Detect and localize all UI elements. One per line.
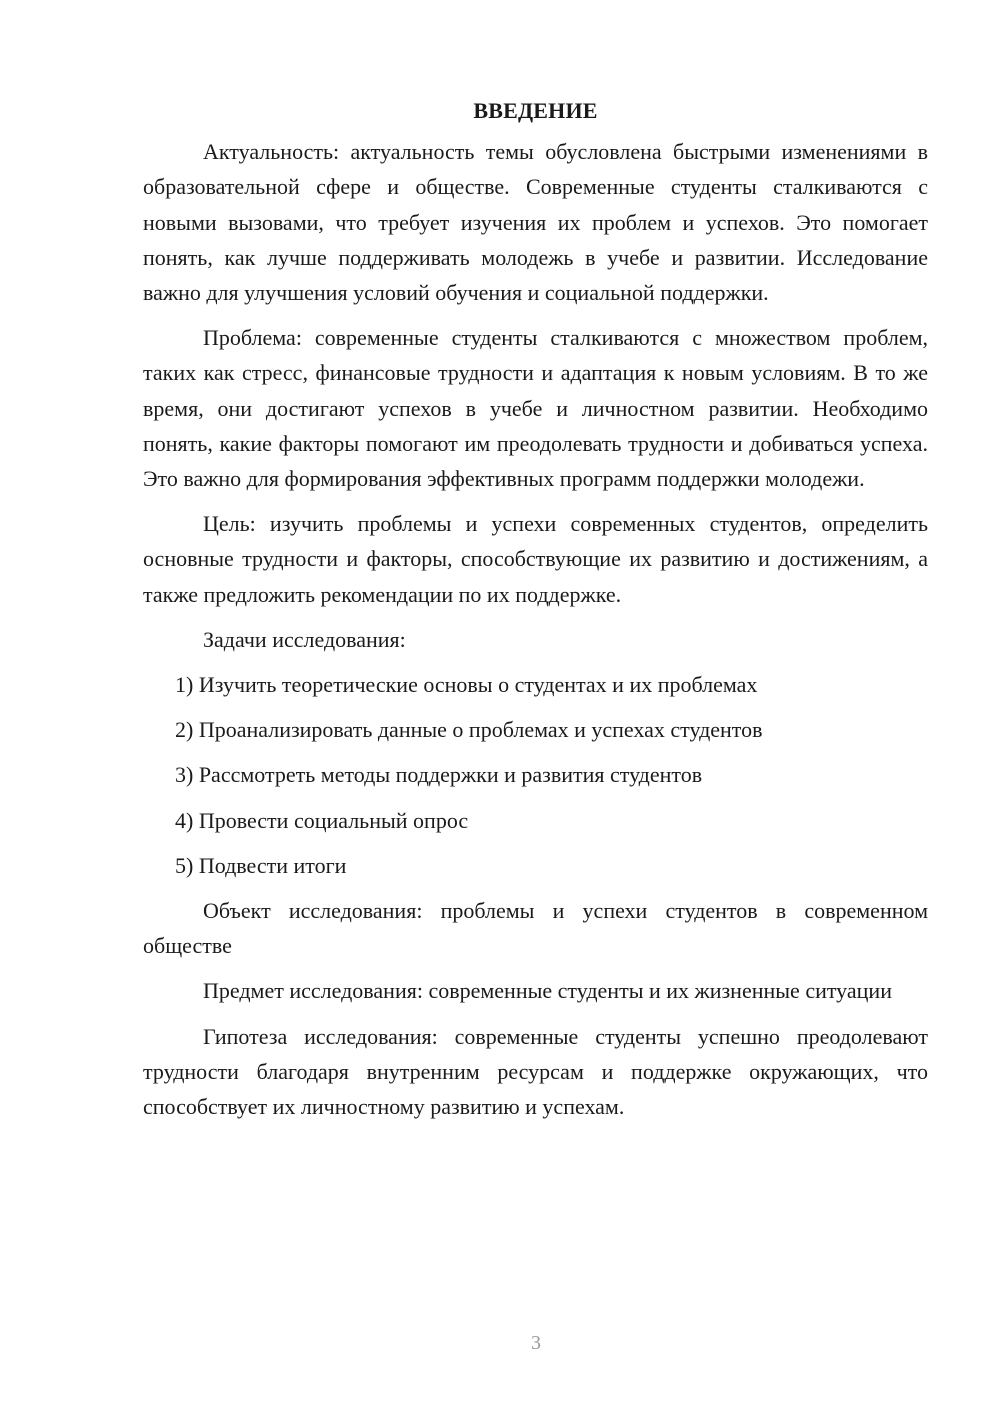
- paragraph-relevance: Актуальность: актуальность темы обусловлена быстрыми изменениями в образовательной сфере и обществе. Современные студенты сталкиваются с новыми вызовами, что требует изучения их проблем и успехов. Это помогает понять, как лучше поддерживать молодежь в учебе и развитии. Исследование важно для улучшения условий обучения и социальной поддержки.: [143, 139, 928, 306]
- page-heading: ВВЕДЕНИЕ: [473, 98, 598, 123]
- task-item: 4) Провести социальный опрос: [175, 807, 469, 833]
- tasks-title: Задачи исследования:: [203, 626, 406, 652]
- paragraph-hypothesis: Гипотеза исследования: современные студенты успешно преодолевают трудности благодаря внутренним ресурсам и поддержке окружающих, что способствует их личностному развитию и успехам.: [143, 1023, 928, 1120]
- paragraph-goal: Цель: изучить проблемы и успехи современных студентов, определить основные трудности и факторы, способствующие их развитию и достижениям, а также предложить рекомендации по их поддержке.: [143, 511, 928, 607]
- page-content: [143, 93, 928, 1134]
- task-item: 2) Проанализировать данные о проблемах и успехах студентов: [175, 717, 763, 743]
- paragraph-problem: Проблема: современные студенты сталкиваются с множеством проблем, таких как стресс, финансовые трудности и адаптация к новым условиям. В то же время, они достигают успехов в учебе и личностном развитии. Необходимо понять, какие факторы помогают им преодолевать трудности и добиваться успеха. Это важно для формирования эффективных программ поддержки молодежи.: [143, 325, 928, 492]
- task-item: 5) Подвести итоги: [175, 852, 347, 878]
- paragraph-subject: Предмет исследования: современные студенты и их жизненные ситуации: [203, 978, 892, 1004]
- paragraph-object: Объект исследования: проблемы и успехи студентов в современном обществе: [143, 898, 928, 959]
- task-item: 3) Рассмотреть методы поддержки и развития студентов: [175, 762, 703, 788]
- page-number: 3: [531, 1332, 541, 1354]
- task-item: 1) Изучить теоретические основы о студентах и их проблемах: [175, 672, 758, 698]
